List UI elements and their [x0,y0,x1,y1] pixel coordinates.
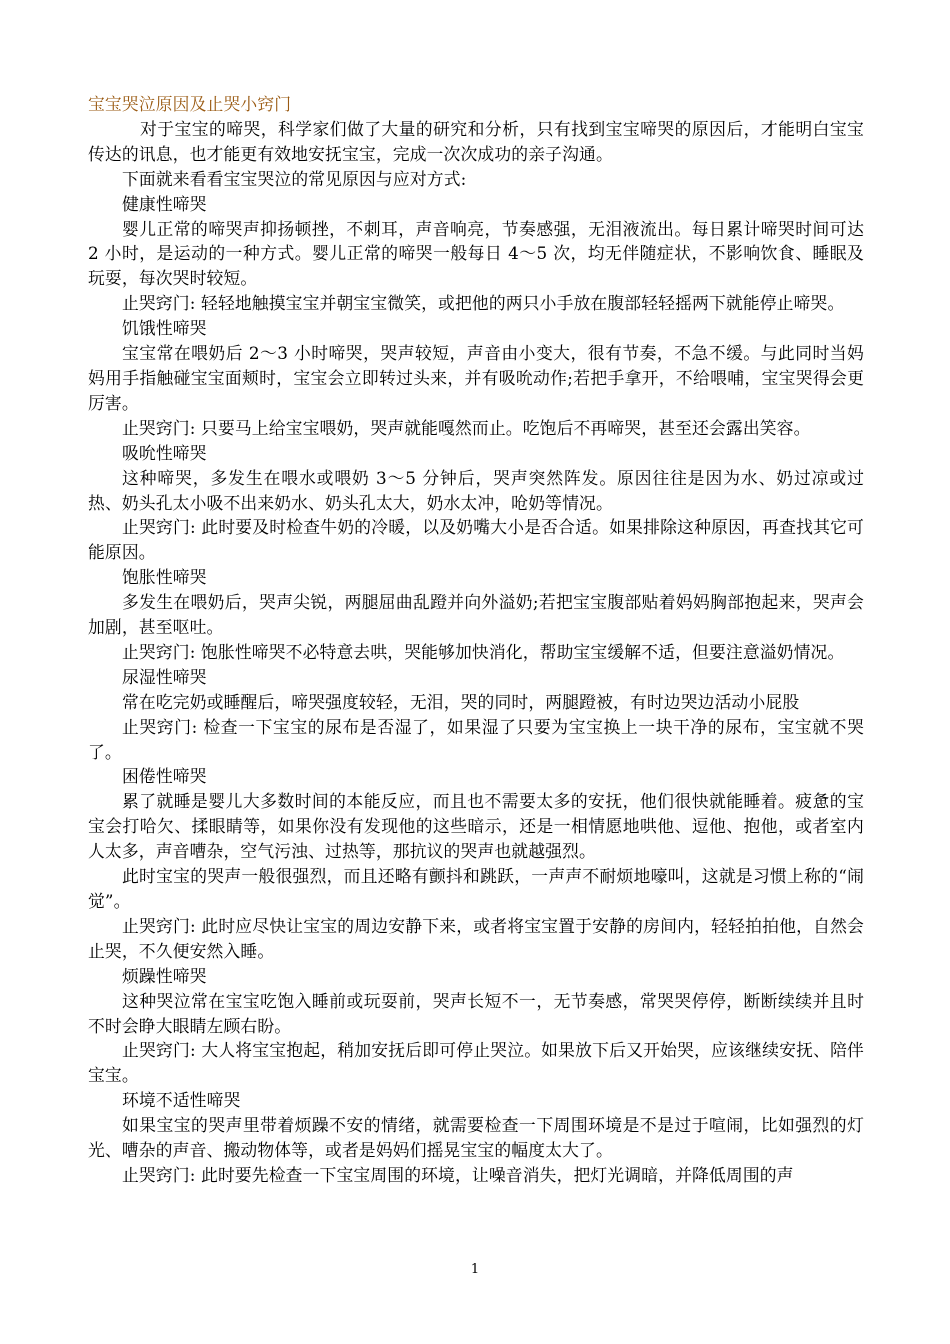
paragraph: 婴儿正常的啼哭声抑扬顿挫，不刺耳，声音响亮，节奏感强，无泪液流出。每日累计啼哭时间可达 2 小时，是运动的一种方式。婴儿正常的啼哭一般每日 4～5 次，均无伴随症状，不影响饮食、睡眠及玩耍，每次哭时较短。 [88,218,864,289]
paragraph: 累了就睡是婴儿大多数时间的本能反应，而且也不需要太多的安抚，他们很快就能睡着。疲惫的宝宝会打哈欠、揉眼睛等，如果你没有发现他的这些暗示，还是一相情愿地哄他、逗他、抱他，或者室内人太多，声音嘈杂，空气污浊、过热等，那抗议的哭声也就越强烈。 [88,791,864,862]
paragraph: 困倦性啼哭 [122,766,207,787]
paragraph: 止哭窍门: 大人将宝宝抱起，稍加安抚后即可停止哭泣。如果放下后又开始哭，应该继续安抚、陪伴宝宝。 [88,1040,864,1086]
paragraph: 止哭窍门: 此时应尽快让宝宝的周边安静下来，或者将宝宝置于安静的房间内，轻轻拍拍他，自然会止哭，不久便安然入睡。 [88,915,864,961]
paragraph: 这种啼哭，多发生在喂水或喂奶 3～5 分钟后，哭声突然阵发。原因往往是因为水、奶过凉或过热、奶头孔太小吸不出来奶水、奶头孔太大，奶水太冲，呛奶等情况。 [88,467,864,513]
paragraph: 饱胀性啼哭 [122,567,207,588]
paragraph: 饥饿性啼哭 [122,318,207,339]
paragraph: 此时宝宝的哭声一般很强烈，而且还略有颤抖和跳跃，一声声不耐烦地嚎叫，这就是习惯上称的“闹觉”。 [88,866,864,911]
paragraph: 这种哭泣常在宝宝吃饱入睡前或玩耍前，哭声长短不一，无节奏感，常哭哭停停，断断续续并且时不时会睁大眼睛左顾右盼。 [88,990,864,1036]
paragraph: 吸吮性啼哭 [122,442,207,463]
paragraph: 健康性啼哭 [122,193,207,214]
paragraph: 止哭窍门: 只要马上给宝宝喂奶，哭声就能嘎然而止。吃饱后不再啼哭，甚至还会露出笑容。 [122,417,811,438]
paragraph: 烦躁性啼哭 [122,965,207,986]
paragraph: 宝宝常在喂奶后 2～3 小时啼哭，哭声较短，声音由小变大，很有节奏，不急不缓。与此同时当妈妈用手指触碰宝宝面颊时，宝宝会立即转过头来，并有吸吮动作;若把手拿开，不给喂哺，宝宝哭得会更厉害。 [88,343,864,413]
paragraph: 常在吃完奶或睡醒后，啼哭强度较轻，无泪，哭的同时，两腿蹬被，有时边哭边活动小屁股 [122,691,800,712]
document-title: 宝宝哭泣原因及止哭小窍门 [88,94,292,114]
paragraph: 对于宝宝的啼哭，科学家们做了大量的研究和分析，只有找到宝宝啼哭的原因后，才能明白宝宝传达的讯息，也才能更有效地安抚宝宝，完成一次次成功的亲子沟通。 [88,118,864,164]
paragraph: 止哭窍门: 饱胀性啼哭不必特意去哄，哭能够加快消化，帮助宝宝缓解不适，但要注意溢奶情况。 [122,641,845,662]
paragraph: 环境不适性啼哭 [122,1090,241,1111]
paragraph: 止哭窍门: 检查一下宝宝的尿布是否湿了，如果湿了只要为宝宝换上一块干净的尿布，宝宝就不哭了。 [88,716,864,762]
paragraph: 止哭窍门: 此时要先检查一下宝宝周围的环境，让噪音消失，把灯光调暗，并降低周围的声 [122,1164,794,1185]
page-content [88,92,864,1188]
paragraph: 如果宝宝的哭声里带着烦躁不安的情绪，就需要检查一下周围环境是不是过于喧闹，比如强烈的灯光、嘈杂的声音、搬动物体等，或者是妈妈们摇晃宝宝的幅度太大了。 [88,1115,864,1161]
paragraph: 下面就来看看宝宝哭泣的常见原因与应对方式: [122,168,467,189]
paragraph: 止哭窍门: 此时要及时检查牛奶的冷暖，以及奶嘴大小是否合适。如果排除这种原因，再查找其它可能原因。 [88,517,864,563]
paragraph: 多发生在喂奶后，哭声尖锐，两腿屈曲乱蹬并向外溢奶;若把宝宝腹部贴着妈妈胸部抱起来，哭声会加剧，甚至呕吐。 [88,592,864,638]
page-number: 1 [470,1262,480,1277]
paragraph-list [88,117,864,1188]
paragraph: 止哭窍门: 轻轻地触摸宝宝并朝宝宝微笑，或把他的两只小手放在腹部轻轻摇两下就能停止啼哭。 [122,293,845,314]
paragraph: 尿湿性啼哭 [122,666,207,687]
